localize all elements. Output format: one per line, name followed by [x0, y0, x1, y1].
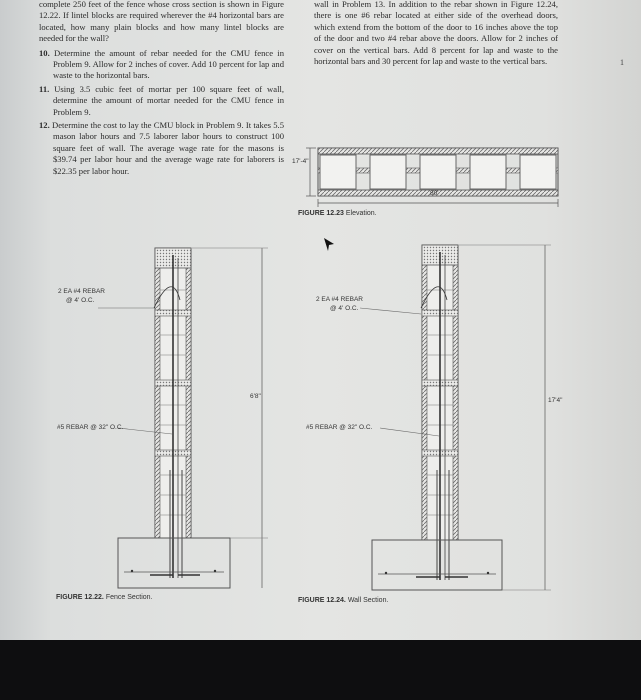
figure-12-23-title: Elevation.	[345, 210, 377, 217]
problem-9-continuation: complete 250 feet of the fence whose cross section is shown in Figure 12.22. If lintel blocks are required wherever the #4 horizontal bars are located, how many plain blocks and how many lintel blocks are needed for the wall?	[39, 0, 284, 44]
elevation-width-dim: 80'	[430, 190, 439, 197]
mouse-cursor-icon	[324, 238, 334, 251]
fence-vertical-rebar-label: #5 REBAR @ 32" O.C.	[57, 424, 124, 431]
fence-section-drawing	[98, 248, 268, 588]
figure-12-23-label: FIGURE 12.23	[298, 210, 344, 217]
figure-12-22-caption	[56, 594, 153, 601]
wall-vertical-rebar-label: #5 REBAR @ 32" O.C.	[306, 424, 373, 431]
fence-top-rebar-label-2: @ 4' O.C.	[66, 297, 95, 304]
figure-12-23-caption	[298, 210, 377, 217]
figure-12-24-title: Wall Section.	[347, 597, 389, 604]
wall-section-drawing	[360, 245, 551, 590]
wall-top-rebar-label-1: 2 EA #4 REBAR	[316, 296, 363, 303]
figure-12-22-label: FIGURE 12.22.	[56, 594, 104, 601]
wall-top-rebar-label-2: @ 4' O.C.	[330, 305, 359, 312]
dark-background-strip	[0, 640, 641, 700]
figure-12-24-caption	[298, 597, 388, 604]
problem-14-text: wall in Problem 13. In addition to the rebar shown in Figure 12.24, there is one #6 rebar located at either side of the overhead doors, which extend from the bottom of the door to 16 inches above the top of the door and two #4 rebar above the doors. Allow for 2 inches of cover on the vertical bars. Add 8 percent for lap and waste to the horizontal bars and 30 percent for lap and waste to the vertical bars.	[314, 0, 558, 67]
problem-11-number: 11.	[39, 83, 50, 94]
figure-12-22-title: Fence Section.	[105, 594, 153, 601]
edge-mark: 1	[620, 58, 624, 67]
problem-12-text: Determine the cost to lay the CMU block in Problem 9. It takes 5.5 mason labor hours and 7.5 laborer labor hours to construct 100 square feet of wall. The average wage rate for the masons is $39.74 per labor hour and the average wage rate for laborers is $22.35 per labor hour.	[52, 120, 284, 176]
problem-12-number: 12.	[39, 120, 50, 131]
wall-height-dim: 17'4"	[548, 397, 563, 404]
problem-10-number: 10.	[39, 47, 50, 58]
problem-10-text: Determine the amount of rebar needed for the CMU fence in Problem 9. Allow for 2 inches of cover. Add 10 percent for lap and waste to the horizontal bars.	[53, 47, 284, 81]
elevation-height-dim: 17'-4"	[292, 158, 309, 165]
elevation-drawing	[306, 148, 558, 207]
fence-top-rebar-label-1: 2 EA #4 REBAR	[58, 288, 105, 295]
problem-11-text: Using 3.5 cubic feet of mortar per 100 square feet of wall, determine the amount of mortar needed for the CMU fence in Problem 9.	[53, 83, 284, 117]
figure-12-24-label: FIGURE 12.24.	[298, 597, 346, 604]
fence-height-dim: 6'8"	[250, 393, 261, 400]
